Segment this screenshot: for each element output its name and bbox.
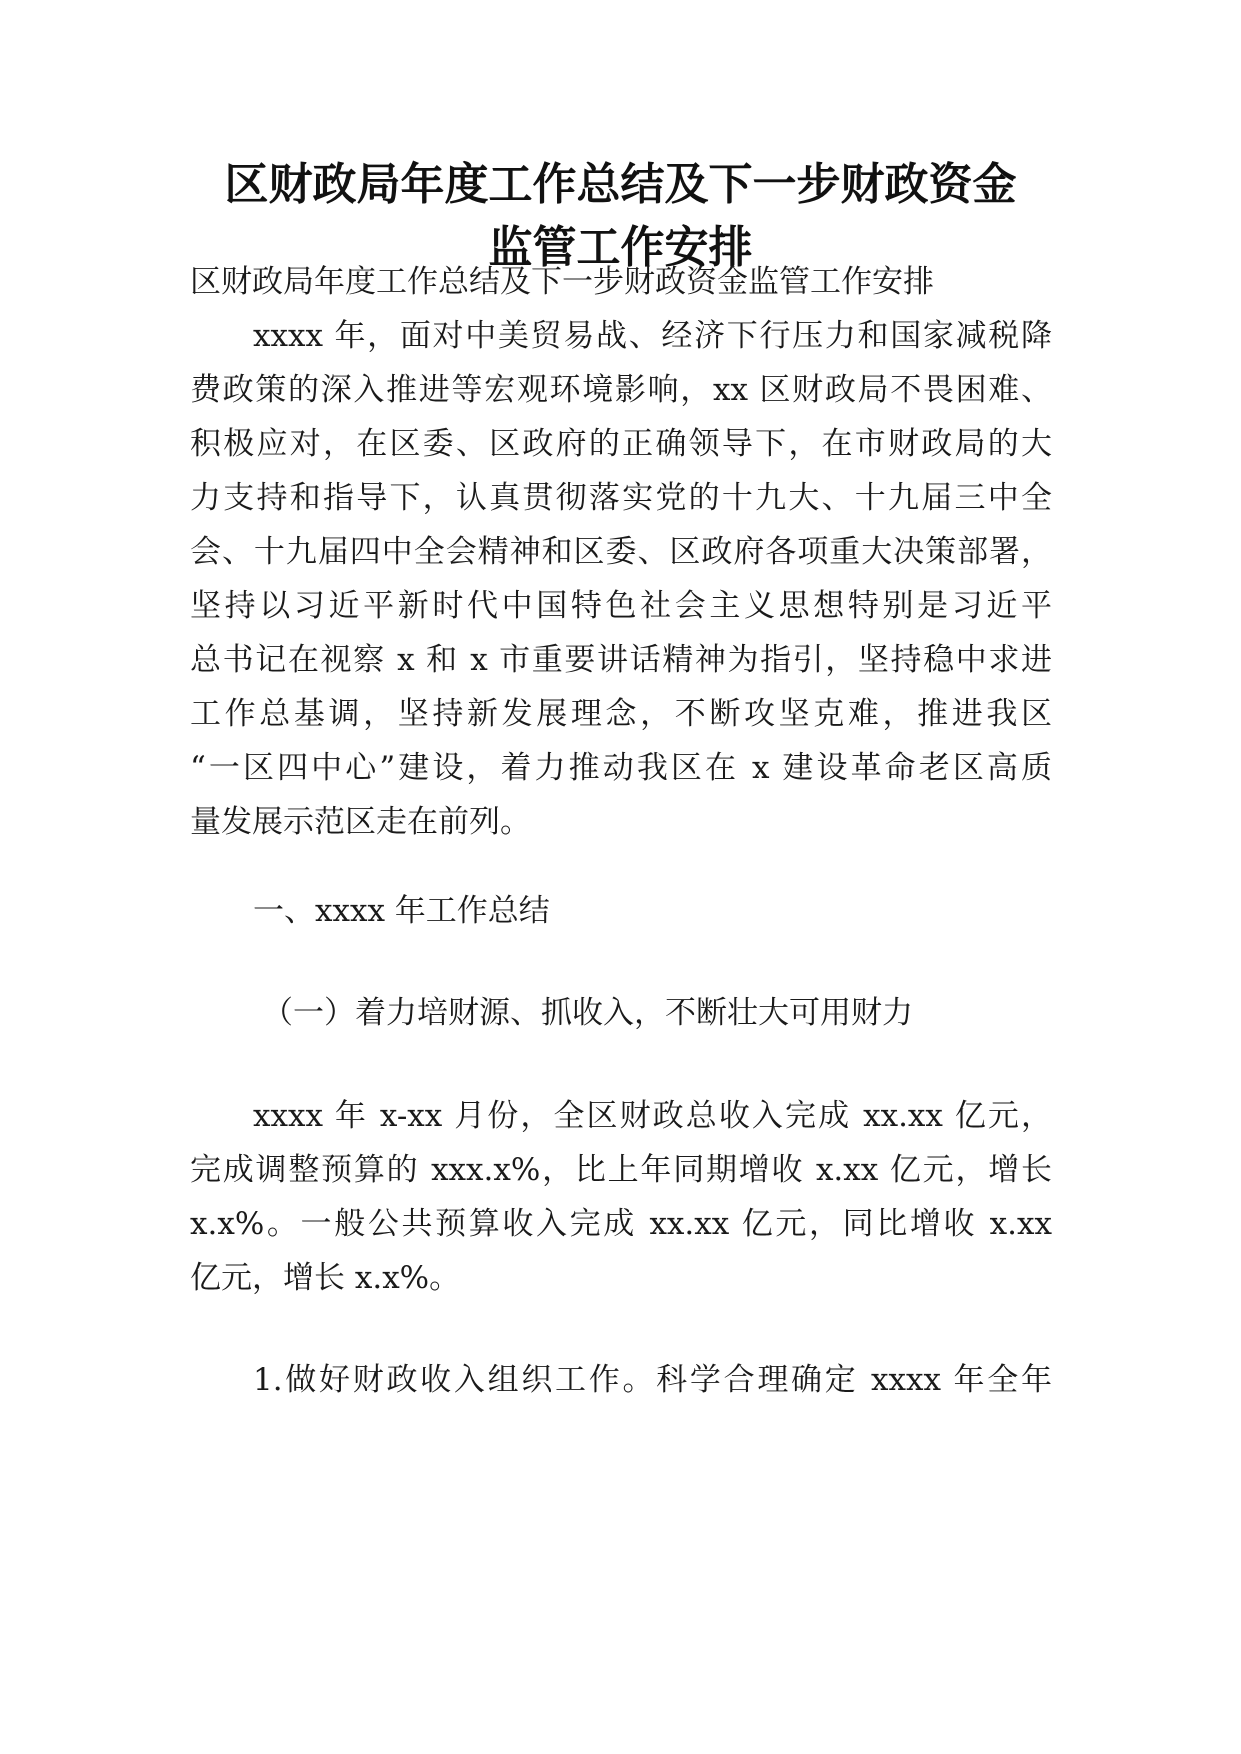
intro-line-1: xxxx 年，面对中美贸易战、经济下行压力和国家减税降 bbox=[253, 318, 1052, 354]
intro-line-10: 量发展示范区走在前列。 bbox=[190, 804, 531, 840]
revenue-line-2: 完成调整预算的 xxx.x%，比上年同期增收 x.xx 亿元，增长 bbox=[190, 1152, 1052, 1188]
intro-line-5: 会、十九届四中全会精神和区委、区政府各项重大决策部署， bbox=[190, 534, 1052, 570]
intro-line-2: 费政策的深入推进等宏观环境影响，xx 区财政局不畏困难、 bbox=[190, 372, 1052, 408]
section-heading: 一、xxxx 年工作总结 bbox=[253, 893, 550, 929]
intro-line-3: 积极应对，在区委、区政府的正确领导下，在市财政局的大 bbox=[190, 426, 1052, 462]
intro-line-6: 坚持以习近平新时代中国特色社会主义思想特别是习近平 bbox=[190, 588, 1052, 624]
revenue-line-4: 亿元，增长 x.x%。 bbox=[190, 1260, 461, 1296]
document-subtitle: 区财政局年度工作总结及下一步财政资金监管工作安排 bbox=[190, 264, 934, 300]
revenue-line-3: x.x%。一般公共预算收入完成 xx.xx 亿元，同比增收 x.xx bbox=[190, 1206, 1052, 1242]
intro-line-7: 总书记在视察 x 和 x 市重要讲话精神为指引，坚持稳中求进 bbox=[190, 642, 1052, 678]
intro-line-4: 力支持和指导下，认真贯彻落实党的十九大、十九届三中全 bbox=[190, 480, 1052, 516]
document-title-line-1: 区财政局年度工作总结及下一步财政资金 bbox=[224, 159, 1017, 210]
intro-line-9: “一区四中心”建设，着力推动我区在 x 建设革命老区高质 bbox=[190, 750, 1052, 786]
document-title-line-2: 监管工作安排 bbox=[488, 222, 753, 273]
item-line-1: 1.做好财政收入组织工作。科学合理确定 xxxx 年全年 bbox=[253, 1362, 1052, 1398]
subsection-heading: （一）着力培财源、抓收入，不断壮大可用财力 bbox=[262, 995, 913, 1031]
intro-line-8: 工作总基调，坚持新发展理念，不断攻坚克难，推进我区 bbox=[190, 696, 1052, 732]
revenue-line-1: xxxx 年 x-xx 月份，全区财政总收入完成 xx.xx 亿元， bbox=[253, 1098, 1052, 1134]
